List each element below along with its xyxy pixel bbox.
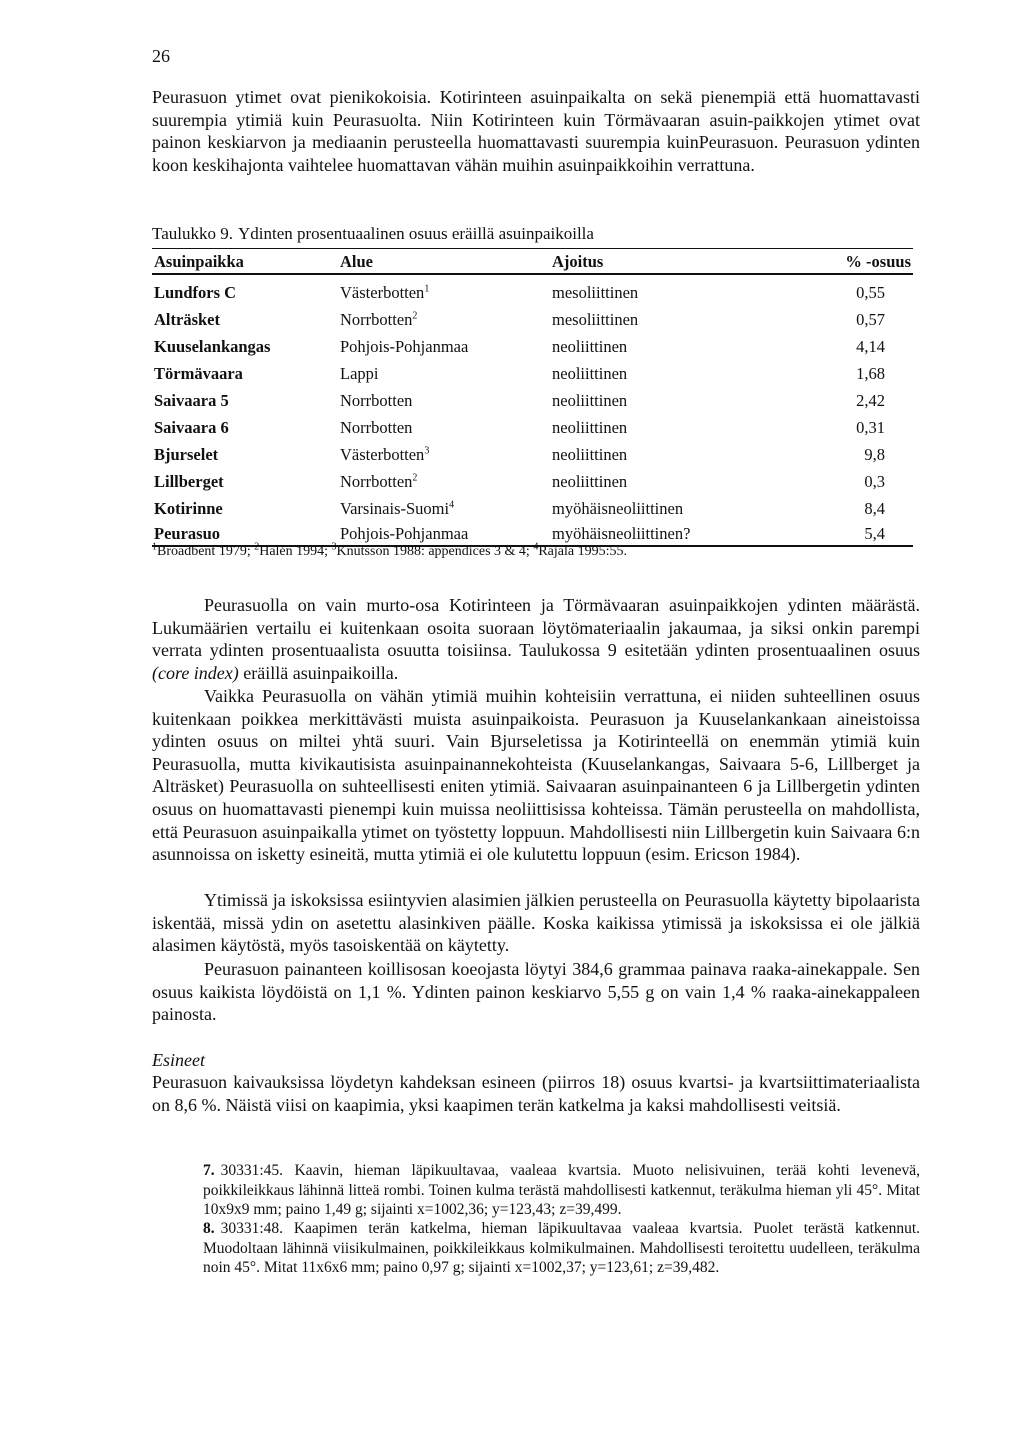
cell-site: Lillberget: [154, 471, 224, 491]
paragraph-raw-material: Peurasuon painanteen koillisosan koeojasta löytyi 384,6 grammaa painava raaka-ainekappale. Sen osuus kaikista löydöistä on 1,1 %. Ydinten painon keskiarvo 5,55 g on vain 1,4 % raaka-ainekappaleen painosta.: [152, 959, 920, 1025]
cell-area-footnote-marker: 4: [449, 499, 455, 510]
paragraph-core-count: [152, 594, 920, 684]
cell-area-text: Norrbotten: [340, 471, 413, 491]
cell-area-footnote-marker: 2: [412, 472, 418, 483]
cell-area: [338, 360, 550, 387]
cell-site: Saivaara 5: [154, 390, 229, 410]
cell-area-text: Pohjois-Pohjanmaa: [340, 523, 469, 543]
footnote-marker: 1: [152, 541, 157, 553]
table-row: [152, 468, 913, 495]
cell-period: myöhäisneoliittinen: [552, 498, 684, 518]
cell-area: [338, 274, 550, 306]
cell-area: [338, 468, 550, 495]
paragraph-text: Peurasuolla on vain murto-osa Kotirinteen ja Törmävaaran asuinpaikkojen ydinten määrästä. Lukumäärien vertailu ei kuitenkaan osoita suoraan löytömateriaalin jakaumaa, ja siksi onkin parempi verrata ydinten prosentuaalista osuutta toisiinsa. Taulukossa 9 esitetään ydinten prosentuaalinen osuus: [152, 595, 920, 661]
cell-area-footnote-marker: 1: [424, 283, 430, 294]
cell-area: [338, 387, 550, 414]
paragraph-artifacts: Peurasuon kaivauksissa löydetyn kahdeksan esineen (piirros 18) osuus kvartsi- ja kvartsiittimateriaalista on 8,6 %. Näistä viisi on kaapimia, yksi kaapimen terän katkelma ja kaksi mahdollisesti veitsiä.: [152, 1072, 920, 1115]
table-row: [152, 495, 913, 522]
cell-percent: 2,42: [856, 390, 885, 410]
section-heading: Esineet: [152, 1050, 205, 1070]
cell-site: Peurasuo: [152, 522, 338, 546]
cell-period: neoliittinen: [552, 336, 628, 356]
header-period: Ajoitus: [550, 249, 788, 275]
table-row: [152, 274, 913, 306]
cell-area-text: Varsinais-Suomi: [340, 498, 450, 518]
cell-percent: 5,4: [788, 522, 913, 546]
table-caption: [152, 224, 594, 244]
footnote-ref: Halén 1994;: [259, 544, 332, 559]
table-caption-label: Taulukko 9.: [152, 224, 233, 243]
footnote-marker: 3: [331, 541, 337, 553]
footnote-ref: Knutsson 1988: appendices 3 & 4;: [336, 544, 534, 559]
cell-site: Saivaara 6: [154, 417, 229, 437]
cell-area: [338, 495, 550, 522]
footnote-ref: Rajala 1995:55.: [538, 544, 627, 559]
header-site: Asuinpaikka: [152, 249, 338, 275]
cell-period: neoliittinen: [552, 417, 628, 437]
footnote-marker: 2: [254, 541, 260, 553]
cell-percent: 0,3: [864, 471, 885, 491]
paragraph-text-end: eräillä asuinpaikoilla.: [243, 662, 399, 683]
cell-site: Kuuselankangas: [154, 336, 271, 356]
cell-percent: 8,4: [864, 498, 885, 518]
catalog-entry-text: 30331:45. Kaavin, hieman läpikuultavaa, vaaleaa kvartsia. Muoto nelisivuinen, terää kohti levenevä, poikkileikkaus lähinnä litteä rombi. Toinen kulma terästä mahdollisesti katkennut, teräkulma hieman yli 45°. Mitat 10x9x9 mm; paino 1,49 g; sijainti x=1002,36; y=123,43; z=39,499.: [203, 1162, 920, 1218]
paragraph-bipolar: Ytimissä ja iskoksissa esiintyvien alasimien jälkien perusteella on Peurasuolla käytetty bipolaarista iskentää, missä ydin on asetettu alasinkiven päälle. Koska kaikissa ytimissä ja iskoksissa ei ole jälkiä alasimen käytöstä, myös tasoiskentää on käytetty.: [152, 890, 920, 956]
header-area: Alue: [338, 249, 550, 275]
cell-period: myöhäisneoliittinen?: [550, 522, 788, 546]
cell-period: neoliittinen: [552, 363, 628, 383]
table-row: [152, 333, 913, 360]
cell-percent: 4,14: [856, 336, 885, 356]
cell-area-footnote-marker: 2: [412, 310, 418, 321]
catalog-entry-text: 30331:48. Kaapimen terän katkelma, hieman läpikuultavaa vaaleaa kvartsia. Puolet terästä katkennut. Muodoltaan lähinnä viisikulmainen, poikkileikkaus kolmikulmainen. Mahdollisesti teroitettu uudelleen, teräkulma noin 45°. Mitat 11x6x6 mm; paino 0,97 g; sijainti x=1002,37; y=123,61; z=39,482.: [203, 1220, 920, 1276]
footnote-marker: 4: [533, 541, 539, 553]
table-caption-text: Ydinten prosentuaalinen osuus eräillä asuinpaikoilla: [237, 224, 594, 243]
cell-site: Kotirinne: [154, 498, 223, 518]
header-percent: % -osuus: [788, 249, 913, 275]
cell-percent: 9,8: [864, 444, 885, 464]
catalog-entry-number: 8.: [203, 1220, 215, 1237]
table-row: [152, 360, 913, 387]
table-row: [152, 306, 913, 333]
cell-period: mesoliittinen: [552, 309, 639, 329]
paragraph-comparison: Vaikka Peurasuolla on vähän ytimiä muihin kohteisiin verrattuna, ei niiden suhteellinen osuus kuitenkaan poikkea merkittävästi muista asuinpaikoista. Peurasuon ja Kuuselankankaan aineistoissa ydinten osuus on miltei yhtä suuri. Vain Bjurseletissa ja Kotirinteellä on enemmän ytimiä kuin Peurasuolla, mutta kivikautisista asuinpainannekohteista (Kuuselankangas, Saivaara 5-6, Lillberget ja Alträsket) Peurasuolla on suhteellisesti eniten ytimiä. Saivaaran asuinpainanteen 6 ja Lillbergetin ydinten osuus on huomattavasti pienempi kuin muissa neoliittisissa kohteissa. Tämän perusteella on mahdollista, että Peurasuon asuinpaikalla ytimet on työstetty loppuun. Mahdollisesti niin Lillbergetin kuin Saivaara 6:n asunnoissa on isketty esineitä, mutta ytimiä ei ole kulutettu loppuun (esim. Ericson 1984).: [152, 686, 920, 865]
cell-area: [338, 333, 550, 360]
cell-area-text: Norrbotten: [340, 309, 413, 329]
footnote-ref: Broadbent 1979;: [157, 544, 255, 559]
cell-area: [338, 306, 550, 333]
cell-period: neoliittinen: [552, 471, 628, 491]
catalog-entry-number: 7.: [203, 1162, 215, 1179]
cell-area-text: Västerbotten: [340, 444, 425, 464]
table-row: [152, 414, 913, 441]
cell-area-text: Västerbotten: [340, 282, 425, 302]
cell-period: neoliittinen: [552, 390, 628, 410]
cell-period: neoliittinen: [552, 444, 628, 464]
cell-area-text: Norrbotten: [340, 417, 413, 437]
catalog-entry: [203, 1219, 920, 1278]
cell-area: [338, 441, 550, 468]
table-footnote: [152, 541, 627, 560]
cell-area-text: Norrbotten: [340, 390, 413, 410]
core-index-table: [152, 248, 913, 547]
table-row: [152, 387, 913, 414]
cell-site: Bjurselet: [154, 444, 219, 464]
paragraph-term: (core index): [152, 662, 239, 683]
catalog-entry: [203, 1161, 920, 1220]
table-row: [152, 441, 913, 468]
page-number: 26: [152, 46, 170, 66]
cell-site: Alträsket: [154, 309, 220, 329]
cell-percent: 0,57: [856, 309, 885, 329]
cell-site: Lundfors C: [154, 282, 237, 302]
cell-area-footnote-marker: 3: [424, 445, 430, 456]
cell-area-text: Pohjois-Pohjanmaa: [340, 336, 469, 356]
table-header-row: [152, 249, 913, 275]
cell-percent: 0,31: [856, 417, 885, 437]
cell-area: [338, 522, 550, 546]
cell-area: [338, 414, 550, 441]
cell-period: mesoliittinen: [552, 282, 639, 302]
table-body: [152, 274, 913, 546]
cell-site: Törmävaara: [154, 363, 243, 383]
cell-percent: 0,55: [856, 282, 885, 302]
cell-area-text: Lappi: [340, 363, 379, 383]
paragraph-core-size: Peurasuon ytimet ovat pienikokoisia. Kotirinteen asuinpaikalta on sekä pienempiä että huomattavasti suurempia ytimiä kuin Peurasuolta. Niin Kotirinteen kuin Törmävaaran asuin-paikkojen ytimet ovat painon keskiarvon ja mediaanin perusteella huomattavasti suurempia kuinPeurasuon. Peurasuon ydinten koon keskihajonta vaihtelee huomattavan vähän muihin asuinpaikkoihin verrattuna.: [152, 87, 920, 175]
cell-percent: 1,68: [856, 363, 885, 383]
